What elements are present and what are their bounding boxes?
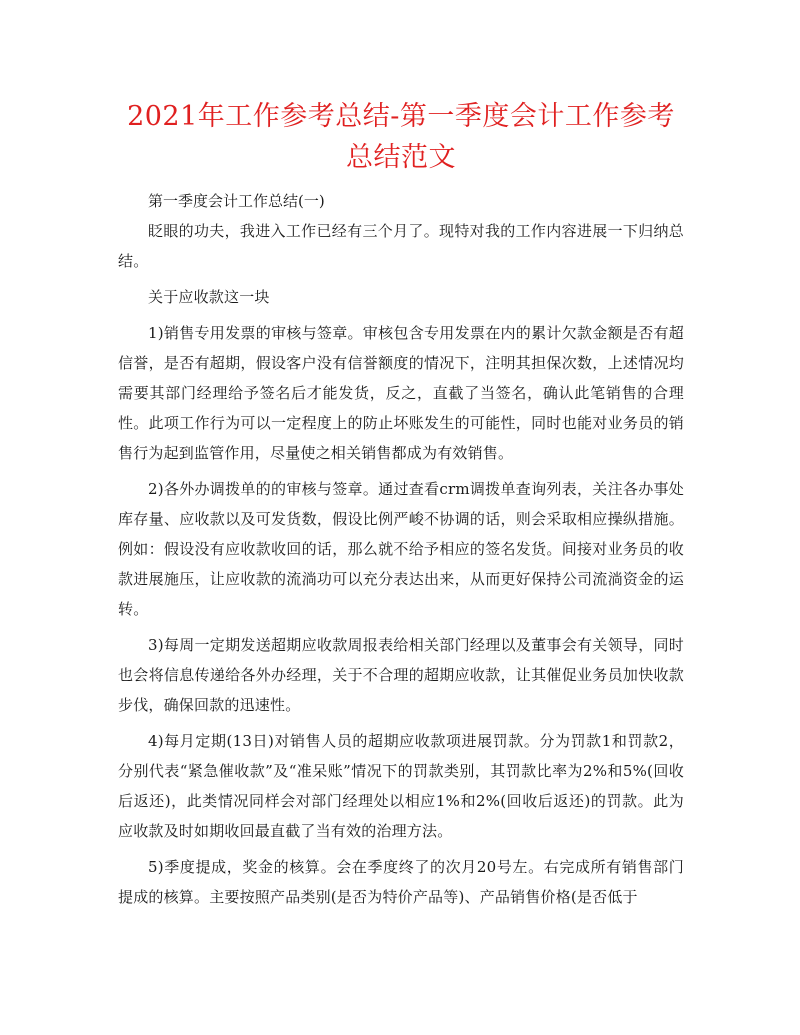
paragraph-item-2: 2)各外办调拨单的的审核与签章。通过查看crm调拨单查询列表，关注各办事处库存量、应收款以及可发货数，假设比例严峻不协调的话，则会采取相应操纵措施。例如：假设没有应收款收回的话，那么就不给予相应的签名发货。间接对业务员的收款进展施压，让应收款的流淌功可以充分表达出来，从而更好保持公司流淌资金的运转。 — [118, 480, 684, 618]
paragraph-item-5: 5)季度提成，奖金的核算。会在季度终了的次月20号左。右完成所有销售部门提成的核算。主要按照产品类别(是否为特价产品等)、产品销售价格(是否低于 — [118, 858, 684, 906]
document-page — [118, 96, 684, 912]
paragraph-receivables-heading: 关于应收款这一块 — [148, 288, 270, 306]
paragraph-intro: 眨眼的功夫，我进入工作已经有三个月了。现特对我的工作内容进展一下归纳总结。 — [118, 222, 684, 270]
section-heading: 第一季度会计工作总结(一) — [148, 192, 325, 210]
document-title: 2021年工作参考总结-第一季度会计工作参考总结范文 — [127, 101, 675, 173]
paragraph-item-1: 1)销售专用发票的审核与签章。审核包含专用发票在内的累计欠款金额是否有超信誉，是否有超期，假设客户没有信誉额度的情况下，注明其担保次数，上述情况均需要其部门经理给予签名后才能发货，反之，直截了当签名，确认此笔销售的合理性。此项工作行为可以一定程度上的防止坏账发生的可能性，同时也能对业务员的销售行为起到监管作用，尽量使之相关销售都成为有效销售。 — [118, 324, 684, 462]
paragraph-item-4: 4)每月定期(13日)对销售人员的超期应收款项进展罚款。分为罚款1和罚款2，分别代表“紧急催收款”及“准呆账”情况下的罚款类别，其罚款比率为2%和5%(回收后返还)，此类情况同样会对部门经理处以相应1%和2%(回收后返还)的罚款。此为应收款及时如期收回最直截了当有效的治理方法。 — [118, 732, 684, 840]
paragraph-item-3: 3)每周一定期发送超期应收款周报表给相关部门经理以及董事会有关领导，同时也会将信息传递给各外办经理，关于不合理的超期应收款，让其催促业务员加快收款步伐，确保回款的迅速性。 — [118, 636, 684, 714]
